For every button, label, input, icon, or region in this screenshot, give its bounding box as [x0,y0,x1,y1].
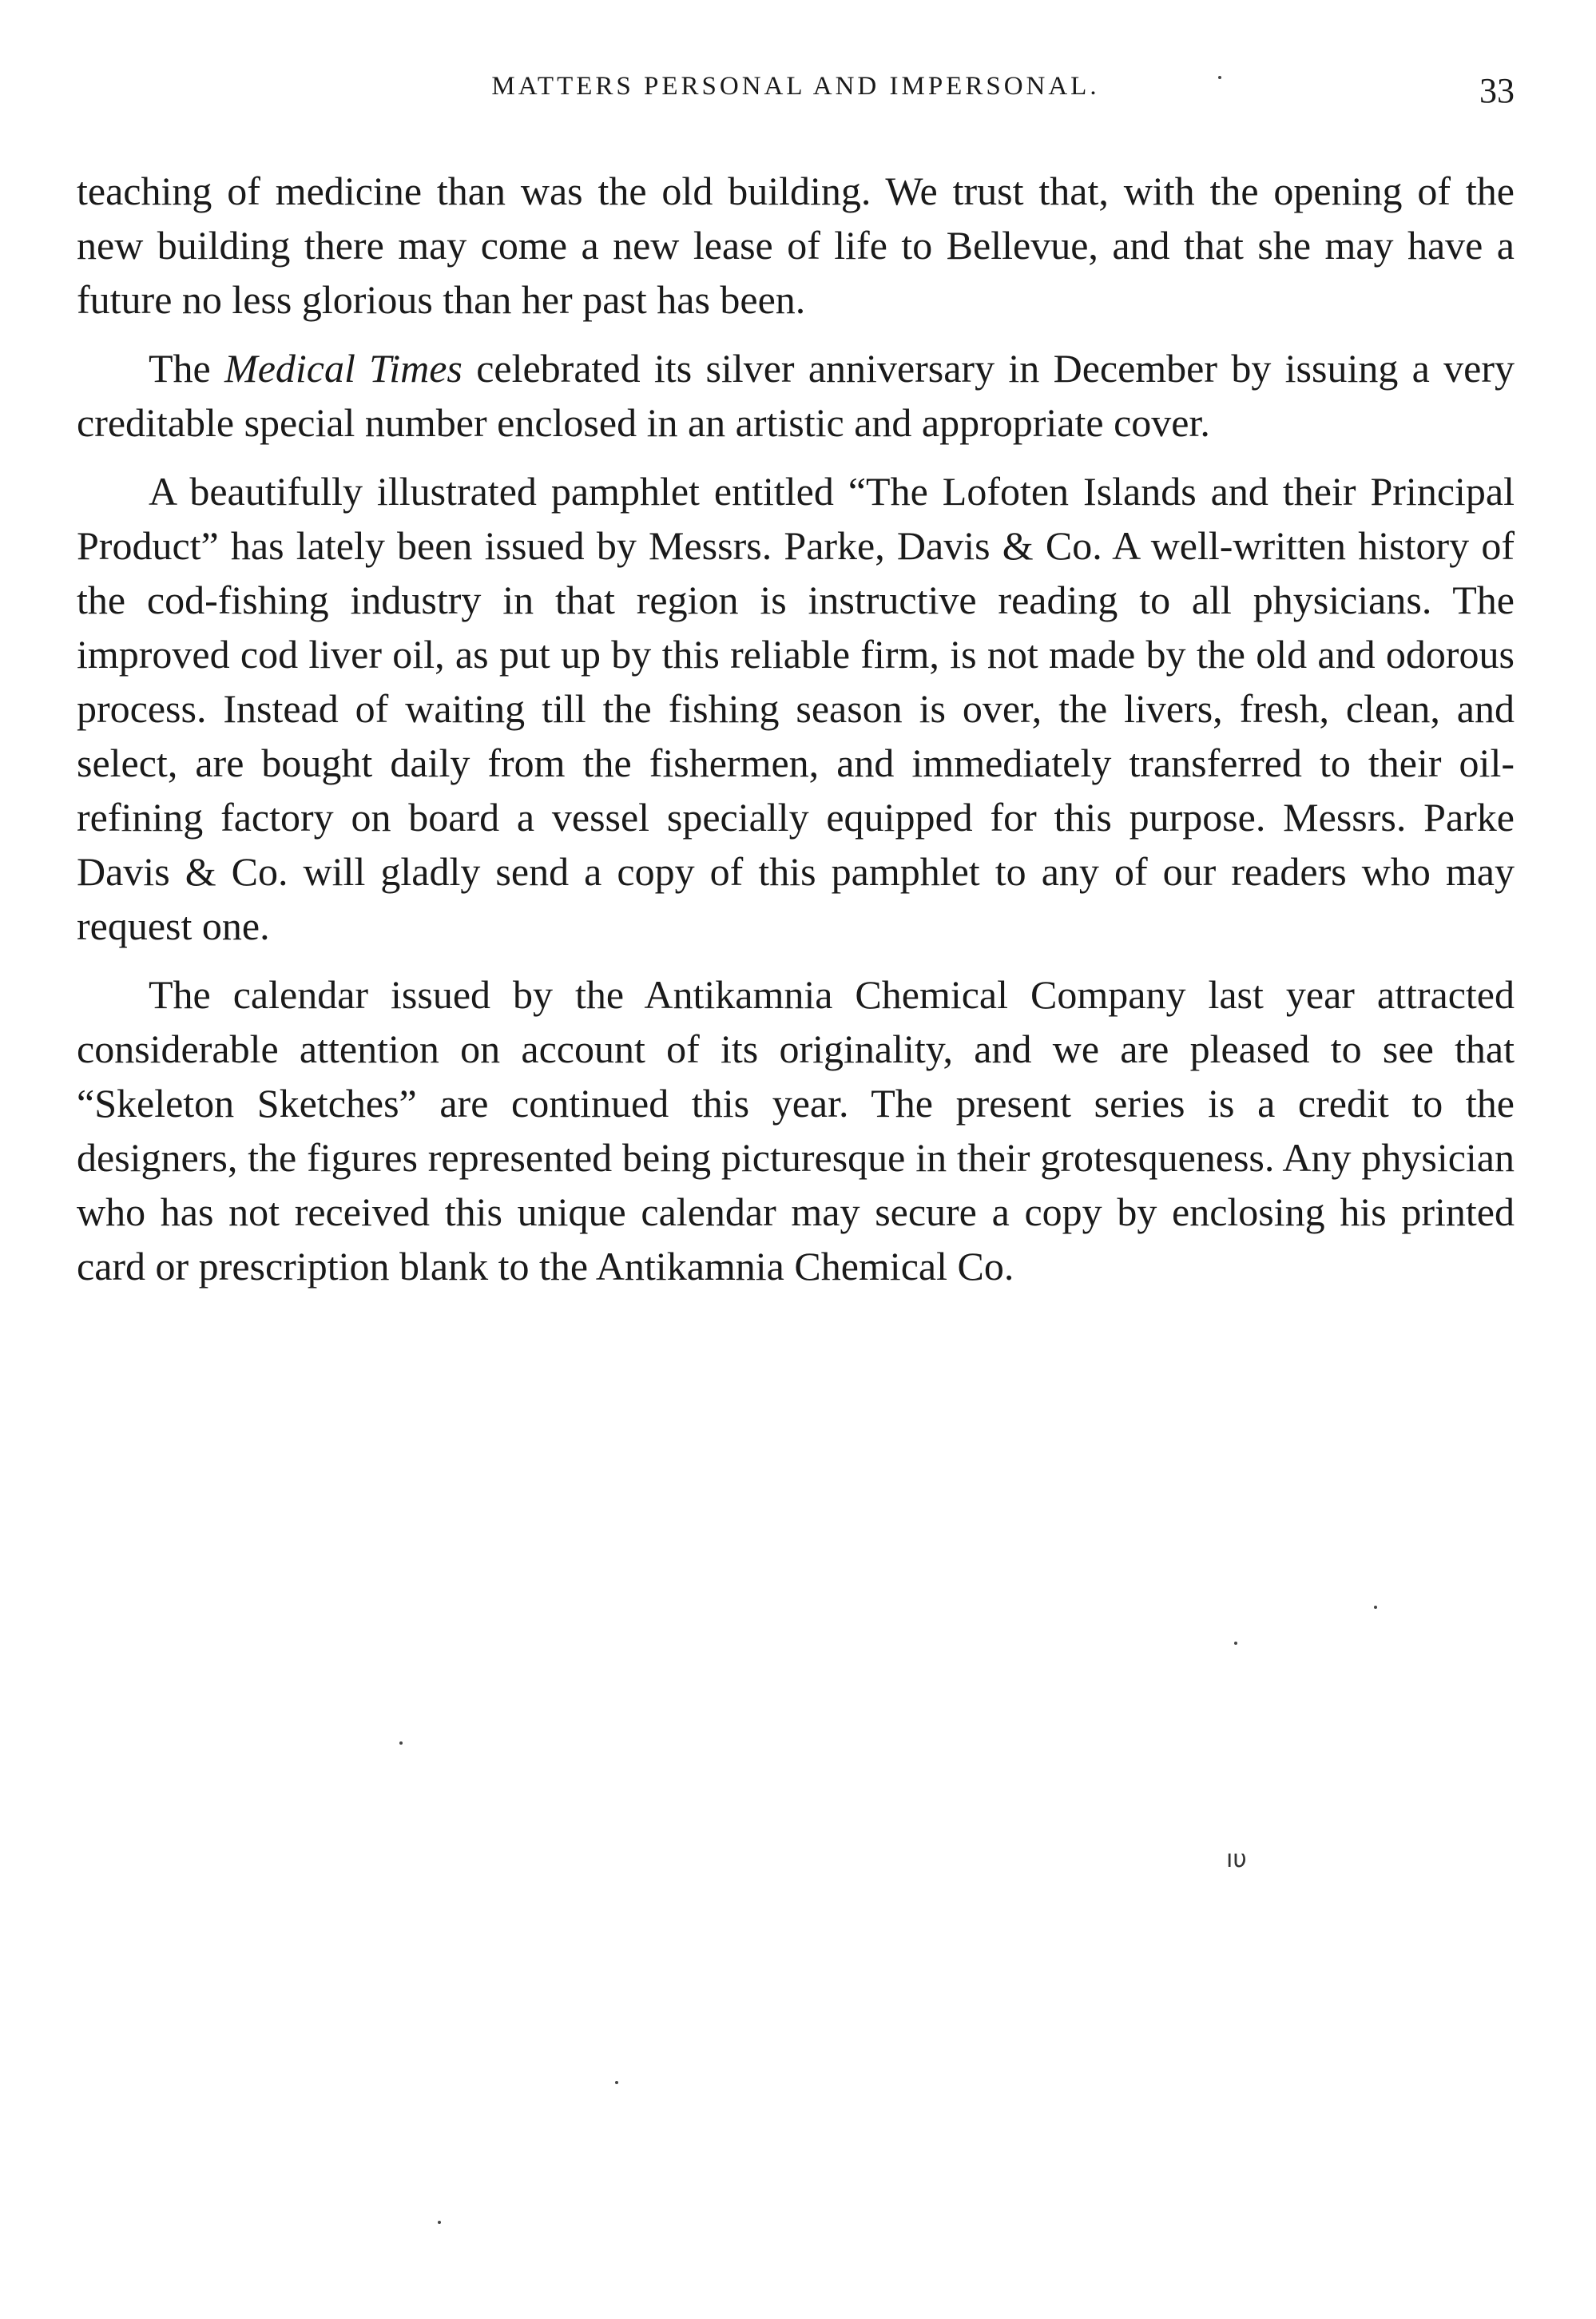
body-text [77,164,1515,1308]
dust-speck [1218,76,1221,79]
journal-title: Medical Times [224,346,463,391]
dust-speck [399,1741,403,1745]
paragraph-medical-times-rest: celebrated its silver anniversary in December by issuing a very creditable special number enclosed in an artistic and appropriate cover. [77,346,1515,445]
paragraph-bellevue: teaching of medicine than was the old building. We trust that, with the opening of the new building there may come a new lease of life to Bellevue, and that she may have a future no less glorious than her past has been. [77,169,1515,322]
dust-speck [438,2221,441,2224]
running-head [77,72,1515,120]
paragraph-antikamnia-calendar: The calendar issued by the Antikamnia Chemical Company last year attracted considerable attention on account of its originality, and we are pleased to see that “Skeleton Sketches” are continued this year. The present series is a credit to the designers, the figures represented being picturesque in their grotesqueness. Any physician who has not received this unique calendar may secure a copy by enclosing his printed card or prescription blank to the Antikamnia Chemical Co. [77,972,1515,1289]
paragraph-lofoten-pamphlet: A beautifully illustrated pamphlet entitled “The Lofoten Islands and their Principal Product” has lately been issued by Messrs. Parke, Davis & Co. A well-written history of the cod-fishing industry in that region is instructive reading to all physicians. The improved cod liver oil, as put up by this reliable firm, is not made by the old and odorous process. Instead of waiting till the fishing season is over, the livers, fresh, clean, and select, are bought daily from the fishermen, and immediately transferred to their oil-refining factory on board a vessel specially equipped for this purpose. Messrs. Parke Davis & Co. will gladly send a copy of this pamphlet to any of our readers who may request one. [77,469,1515,948]
dust-speck [615,2081,618,2084]
paragraph-medical-times [77,341,1515,450]
page-number: 33 [1479,71,1515,110]
running-title: MATTERS PERSONAL AND IMPERSONAL. [491,72,1100,101]
dust-speck [1234,1642,1237,1645]
stray-mark: ıυ [1226,1845,1247,1873]
dust-speck [1374,1606,1377,1609]
paragraph-medical-times-start: The [149,346,225,391]
